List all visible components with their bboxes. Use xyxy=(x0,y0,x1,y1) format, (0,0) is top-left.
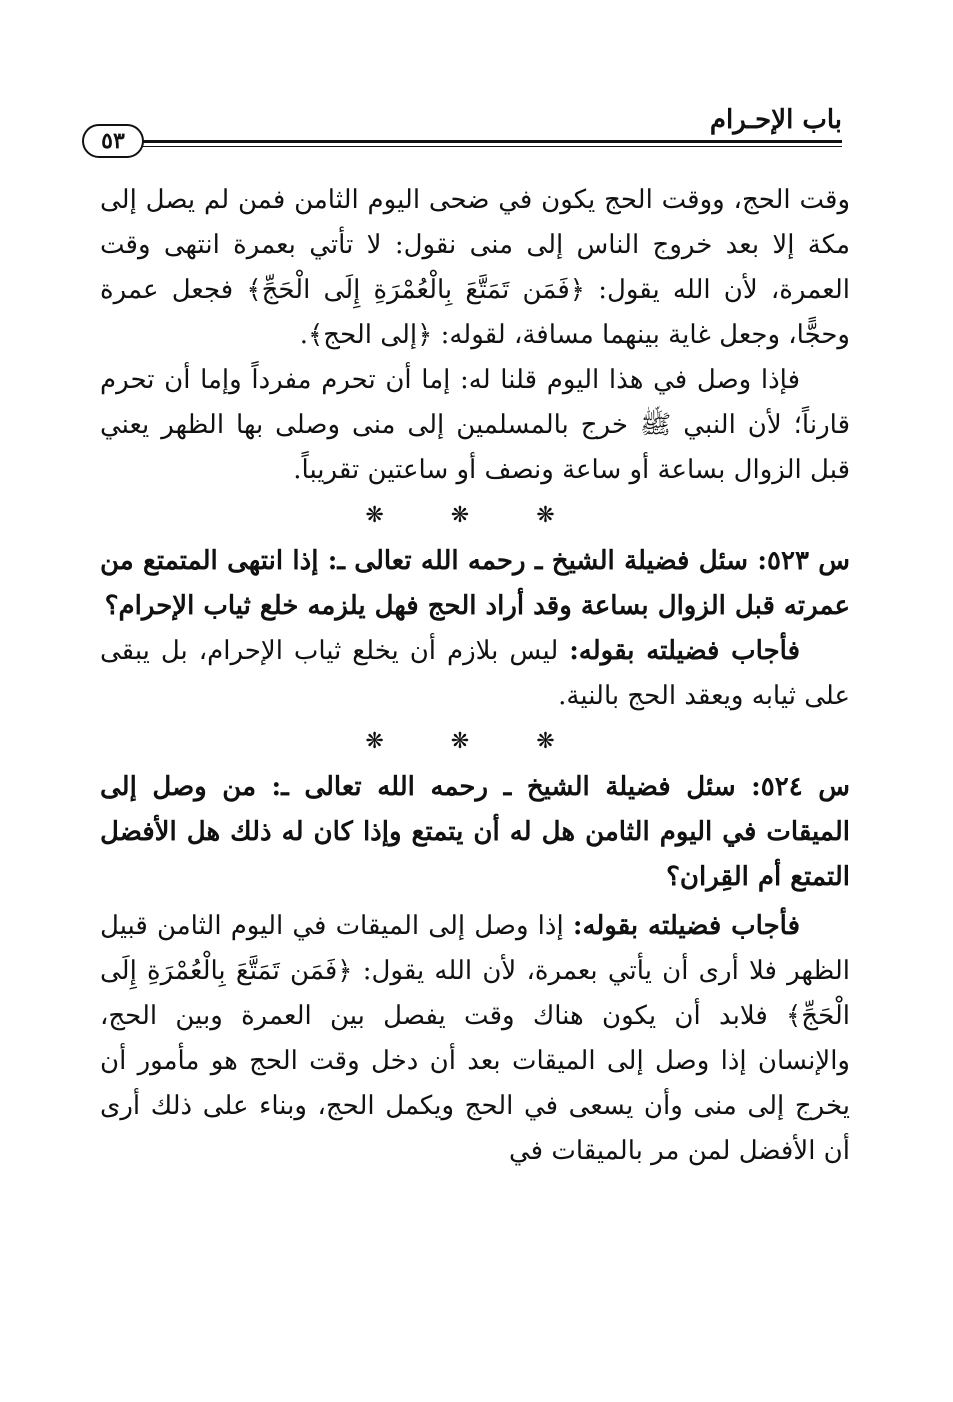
header-rule-thin xyxy=(142,146,842,147)
page-body xyxy=(100,178,850,1174)
paragraph: فإذا وصل في هذا اليوم قلنا له: إما أن تحرم مفرداً وإما أن تحرم قارناً؛ لأن النبي ﷺ خرج بالمسلمين إلى منى وصلى بها الظهر يعني قبل الزوال بساعة أو ساعة ونصف أو ساعتين تقريباً. xyxy=(100,365,850,485)
page-number: ٥٣ xyxy=(82,124,144,158)
chapter-title: باب الإحـرام xyxy=(709,105,842,135)
question-523: س ٥٢٣: سئل فضيلة الشيخ ـ رحمه الله تعالى ـ: إذا انتهى المتمتع من عمرته قبل الزوال بساعة وقد أراد الحج فهل يلزمه خلع ثياب الإحرام؟ xyxy=(100,546,850,621)
paragraph: وقت الحج، ووقت الحج يكون في ضحى اليوم الثامن فمن لم يصل إلى مكة إلا بعد خروج الناس إلى منى نقول: لا تأتي بعمرة انتهى وقت العمرة، لأن الله يقول: ﴿فَمَن تَمَتَّعَ بِالْعُمْرَةِ إِلَى الْحَجِّ﴾ فجعل عمرة وحجًّا، وجعل غاية بينهما مسافة، لقوله: ﴿إلى الحج﴾. xyxy=(100,185,850,350)
answer-text: ليس بلازم أن يخلع ثياب الإحرام، بل يبقى على ثيابه ويعقد الحج بالنية. xyxy=(100,636,850,711)
section-separator: ❋ ❋ ❋ xyxy=(365,503,585,528)
answer-lead: فأجاب فضيلته بقوله: xyxy=(569,636,800,666)
question-524: س ٥٢٤: سئل فضيلة الشيخ ـ رحمه الله تعالى ـ: من وصل إلى الميقات في اليوم الثامن هل له أن يتمتع وإذا كان له ذلك هل الأفضل التمتع أم القِران؟ xyxy=(100,772,850,892)
page-header xyxy=(82,100,842,160)
section-separator: ❋ ❋ ❋ xyxy=(365,729,585,754)
header-rule xyxy=(142,140,842,143)
answer-524 xyxy=(100,904,850,1174)
answer-lead: فأجاب فضيلته بقوله: xyxy=(572,911,800,941)
answer-523 xyxy=(100,629,850,719)
answer-text: إذا وصل إلى الميقات في اليوم الثامن قبيل الظهر فلا أرى أن يأتي بعمرة، لأن الله يقول: ﴿فَمَن تَمَتَّعَ بِالْعُمْرَةِ إِلَى الْحَجِّ﴾ فلابد أن يكون هناك وقت يفصل بين العمرة وبين الحج، والإنسان إذا وصل إلى الميقات بعد أن دخل وقت الحج هو مأمور أن يخرج إلى منى وأن يسعى في الحج ويكمل الحج، وبناء على ذلك أرى أن الأفضل لمن مر بالميقات في xyxy=(100,911,850,1166)
